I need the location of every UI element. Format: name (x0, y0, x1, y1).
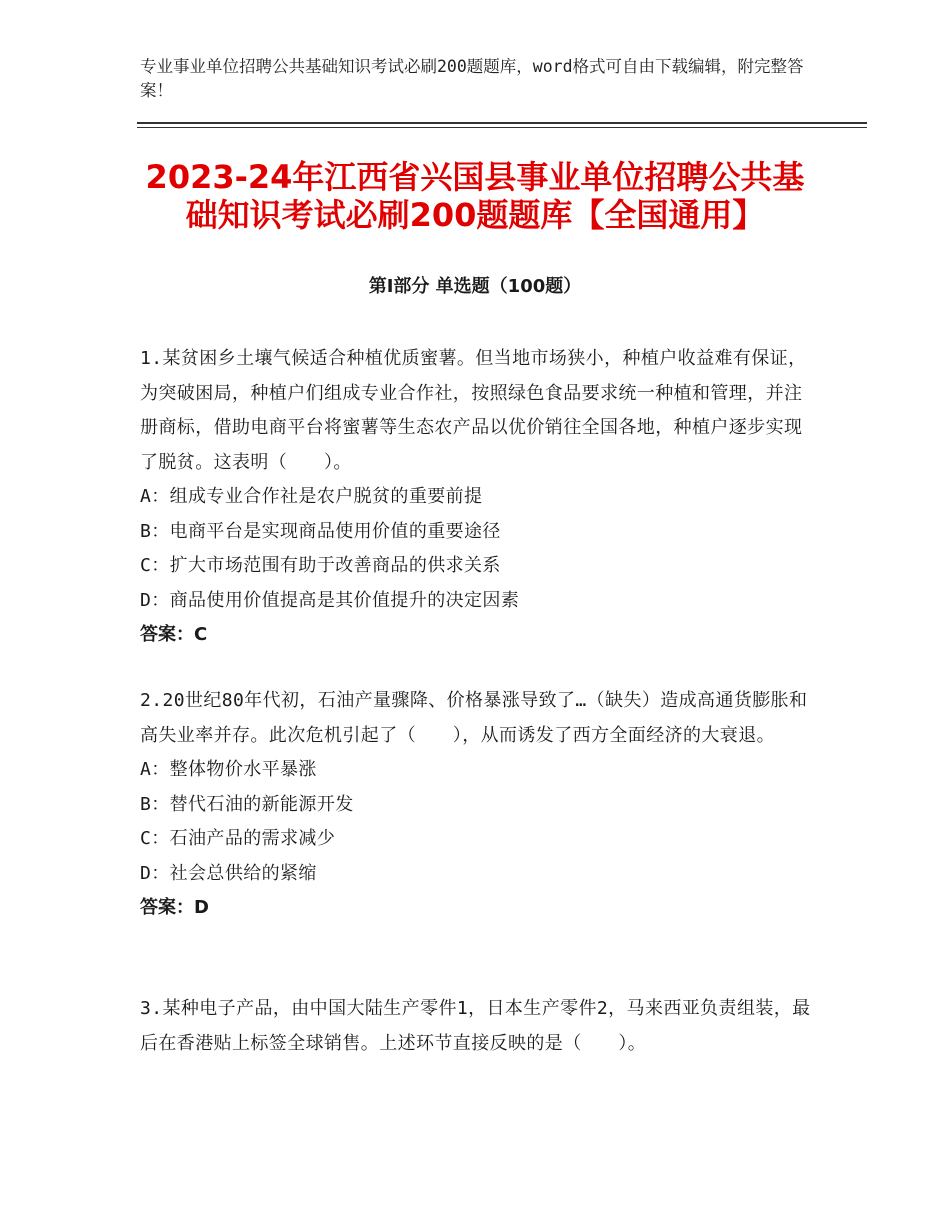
section-title: 第Ⅰ部分 单选题（100题） (368, 276, 582, 297)
option-a: A：组成专业合作社是农户脱贫的重要前提 (140, 486, 483, 507)
header-note: 专业事业单位招聘公共基础知识考试必刷200题题库，word格式可自由下载编辑，附完整答案！ (140, 57, 804, 100)
header-rule-thin (137, 127, 867, 128)
answer-label: 答案：D (140, 897, 209, 918)
question-2 (140, 684, 812, 926)
option-d: D：社会总供给的紧缩 (140, 862, 317, 884)
question-3 (140, 992, 812, 1061)
document-title: 2023-24年江西省兴国县事业单位招聘公共基础知识考试必刷200题题库【全国通用】 (145, 158, 805, 234)
question-stem: 3.某种电子产品，由中国大陆生产零件1，日本生产零件2，马来西亚负责组装，最后在香港贴上标签全球销售。上述环节直接反映的是（ ）。 (140, 998, 811, 1054)
option-a: A：整体物价水平暴涨 (140, 759, 317, 780)
question-stem: 2.20世纪80年代初，石油产量骤降、价格暴涨导致了…（缺失）造成高通货膨胀和高失业率并存。此次危机引起了（ ），从而诱发了西方全面经济的大衰退。 (140, 690, 808, 746)
header-rule-thick (137, 122, 867, 124)
option-c: C：石油产品的需求减少 (140, 828, 336, 849)
answer-label: 答案：C (140, 624, 208, 645)
option-b: B：替代石油的新能源开发 (140, 793, 354, 815)
option-d: D：商品使用价值提高是其价值提升的决定因素 (140, 589, 520, 611)
question-stem: 1.某贫困乡土壤气候适合种植优质蜜薯。但当地市场狭小，种植户收益难有保证，为突破困局，种植户们组成专业合作社，按照绿色食品要求统一种植和管理，并注册商标，借助电商平台将蜜薯等生态农产品以优价销往全国各地，种植户逐步实现了脱贫。这表明（ ）。 (140, 348, 807, 473)
option-c: C：扩大市场范围有助于改善商品的供求关系 (140, 555, 501, 576)
option-b: B：电商平台是实现商品使用价值的重要途径 (140, 520, 501, 542)
question-1 (140, 342, 812, 653)
